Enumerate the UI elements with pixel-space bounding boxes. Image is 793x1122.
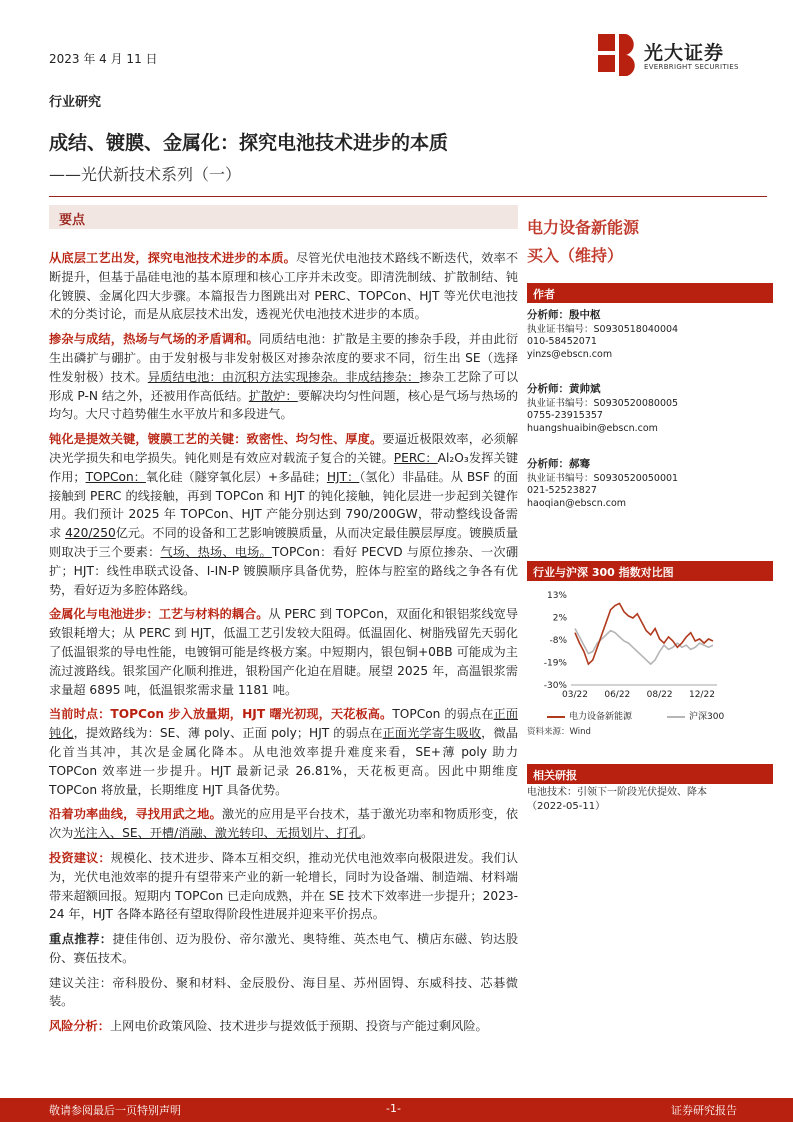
chart-header xyxy=(527,561,773,581)
text: （氢化）非晶硅。从 BSF 的面接触到 PERC 的线接触，再到 TOPCon 和 HJT 的钝化接触，钝化层进一步起到关键作用。我们预计 2025 年 TOPCon、HJT 产能分别达到 790/200GW，带动整线设备需求 xyxy=(49,469,519,541)
text: 建议关注：帝科股份、聚和材料、金辰股份、海目星、苏州固锝、东威科技、芯碁微装。 xyxy=(49,975,518,1009)
analyst-phone: 021-52523827 xyxy=(527,485,597,496)
analyst-email[interactable]: yinzs@ebscn.com xyxy=(527,348,613,360)
legend-item xyxy=(547,709,632,722)
paragraph xyxy=(49,249,518,324)
highlight: 风险分析： xyxy=(49,1019,110,1034)
text: 规模化、技术进步、降本互相交织，推动光伏电池效率向极限进发。我们认为，光伏电池效率的提升有望带来产业的新一轮增长，同时为设备端、制造端、材料端带来超额回报。短期内 TOPCon 已走向成熟，并在 SE 技术下效率进一步提升；2023-24 年，HJT 各降本路径有望取得阶段性进展并迎来平价拐点。 xyxy=(49,850,519,922)
chart-title: 行业与沪深 300 指数对比图 xyxy=(533,566,674,579)
everbright-logo-icon xyxy=(598,34,638,76)
underline-text: 正面光学寄生吸收 xyxy=(382,726,482,741)
text: Al₂O₃发挥关键作用； xyxy=(49,450,519,484)
text: ，微晶化首当其冲，其次是金属化降本。从电池效率提升难度来看，SE+薄 poly 助力 TOPCon 效率进一步提升。HJT 最新记录 26.81%，天花板更高。因此中期维度 TOPCon 将放量，长期维度 HJT 具备优势。 xyxy=(49,726,519,797)
header-divider xyxy=(49,196,767,197)
series-line-1 xyxy=(575,629,713,665)
page-title: 成结、镀膜、金属化：探究电池技术进步的本质 xyxy=(49,132,449,154)
analyst-cert: 执业证书编号：S0930518040004 xyxy=(527,323,679,335)
author-label: 作者 xyxy=(533,288,555,301)
related-report-title[interactable]: 电池技术：引领下一阶段光伏提效、降本 xyxy=(527,787,707,798)
analyst-phone: 0755-23915357 xyxy=(527,410,603,421)
underline-text: 气场、热场、电场。 xyxy=(160,544,272,559)
text: 捷佳伟创、迈为股份、帝尔激光、奥特维、英杰电气、横店东磁、钧达股份、赛伍技术。 xyxy=(49,932,519,965)
footer-bar xyxy=(0,1098,793,1122)
y-tick-label: -30% xyxy=(543,681,567,691)
x-tick-label: 08/22 xyxy=(646,690,673,700)
underline-text: HJT： xyxy=(326,469,360,484)
y-tick-label: 13% xyxy=(546,591,567,601)
highlight: 钝化是提效关键，镀膜工艺的关键：致密性、均匀性、厚度。 xyxy=(49,432,383,447)
related-report[interactable] xyxy=(527,786,773,814)
highlight: 沿着功率曲线，寻找用武之地。 xyxy=(49,807,222,822)
text: 激光的应用是平台技术，基于激光功率和物质形变，依次为 xyxy=(49,807,519,841)
underline-text: PERC： xyxy=(393,450,438,465)
author-header xyxy=(527,283,773,303)
underline-text: 光注入、SE、开槽/消融、激光转印、无损划片、打孔 xyxy=(73,826,362,841)
logo-english: EVERBRIGHT SECURITIES xyxy=(644,63,739,71)
analyst-block xyxy=(527,309,767,361)
legend-swatch xyxy=(547,716,565,718)
analyst-name: 分析师：郝骞 xyxy=(527,458,590,470)
paragraph xyxy=(49,930,518,968)
bold-label: 重点推荐： xyxy=(49,932,113,947)
logo-name: 光大证券 xyxy=(644,42,725,64)
paragraph xyxy=(49,330,518,424)
text: ，提效路线为：SE、薄 poly、正面 poly；HJT 的弱点在 xyxy=(73,726,383,741)
analyst-name: 分析师：黄帅斌 xyxy=(527,383,601,395)
analyst-cert: 执业证书编号：S0930520050001 xyxy=(527,472,679,484)
x-tick-label: 12/22 xyxy=(688,690,715,700)
paragraph xyxy=(49,974,518,1012)
analyst-name: 分析师：殷中枢 xyxy=(527,309,601,321)
chart-source: 资料来源：Wind xyxy=(527,727,591,737)
rating: 买入（维持） xyxy=(527,246,624,265)
text: 同质结电池：扩散是主要的掺杂手段，并由此衍生出磷扩与硼扩。由于发射极与非发射极区对掺杂浓度的要求不同，衍生出 SE（选择性发射极）技术。 xyxy=(49,332,519,384)
key-points-title: 要点 xyxy=(59,213,86,228)
text: 尽管光伏电池技术路线不断迭代，效率不断提升，但基于晶硅电池的基本原理和核心工序并未改变。即清洗制绒、扩散制结、钝化镀膜、金属化四大步骤。本篇报告力图跳出对 PERC、TOPCon、HJT 等光伏电池技术的分类讨论，而是从底层技术出发，透视光伏电池技术进步的本质。 xyxy=(49,251,519,322)
underline-text: 非成结掺杂： xyxy=(345,369,420,384)
page-number: -1- xyxy=(386,1102,401,1115)
analyst-phone: 010-58452071 xyxy=(527,336,597,347)
series-line-0 xyxy=(575,603,713,664)
analyst-block xyxy=(527,458,767,510)
key-points-body xyxy=(49,249,518,1042)
x-tick-label: 03/22 xyxy=(562,690,588,700)
text: 掺杂工艺除了可以形成 P-N 结之外，还被用作高低结。 xyxy=(49,369,519,403)
text: TOPCon 的弱点在 xyxy=(392,707,494,722)
related-label: 相关研报 xyxy=(533,769,577,782)
paragraph xyxy=(49,430,518,599)
legend-swatch xyxy=(667,716,685,718)
paragraph xyxy=(49,849,518,924)
x-tick-label: 06/22 xyxy=(604,690,631,700)
footer-disclaimer[interactable]: 敬请参阅最后一页特别声明 xyxy=(49,1104,181,1117)
highlight: 投资建议： xyxy=(49,850,111,865)
paragraph xyxy=(49,705,518,799)
text: 上网电价政策风险、技术进步与提效低于预期、投资与产能过剩风险。 xyxy=(109,1019,488,1034)
paragraph xyxy=(49,1017,518,1036)
related-report-date: （2022-05-11） xyxy=(527,801,606,812)
y-tick-label: 2% xyxy=(552,613,567,624)
underline-text: 异质结电池：由沉积方法实现掺杂。 xyxy=(147,369,346,384)
underline-text: 420/250 xyxy=(65,526,116,541)
underline-text: 扩散炉： xyxy=(248,388,298,403)
text: 从 PERC 到 TOPCon，双面化和银铝浆线宽导致银耗增大；从 PERC 到 HJT，低温工艺引发较大阻碍。低温固化、树脂残留先天弱化了低温银浆的导电性能，电镀铜可能是终极方案。中短期内，银包铜+0BB 可能成为主流过渡路线。银浆国产化顺利推进，银粉国产化迫在眉睫。展望 2025 年，高温银浆需求量超 6895 吨，低温银浆需求量 1181 吨。 xyxy=(49,607,519,697)
industry-name: 电力设备新能源 xyxy=(527,218,640,237)
underline-text: TOPCon： xyxy=(85,469,146,484)
paragraph xyxy=(49,805,518,843)
y-tick-label: -8% xyxy=(549,636,567,646)
report-date: 2023 年 4 月 11 日 xyxy=(49,52,158,66)
highlight: 从底层工艺出发，探究电池技术进步的本质。 xyxy=(49,251,296,265)
analyst-block xyxy=(527,383,767,435)
footer-report-type: 证券研究报告 xyxy=(671,1104,737,1117)
highlight: 金属化与电池进步：工艺与材料的耦合。 xyxy=(49,607,269,622)
related-header xyxy=(527,764,773,784)
analyst-email[interactable]: huangshuaibin@ebscn.com xyxy=(527,422,658,434)
text: 要逼近极限效率，必须解决光学损失和电学损失。钝化则是有效应对载流子复合的关键。 xyxy=(49,432,519,465)
legend-label: 沪深300 xyxy=(689,712,725,722)
line-chart xyxy=(527,585,773,709)
report-category: 行业研究 xyxy=(49,95,102,110)
text: 氧化硅（隧穿氧化层）+多晶硅； xyxy=(145,469,327,484)
company-logo xyxy=(598,34,758,78)
text: 。 xyxy=(361,826,374,841)
legend-item xyxy=(667,709,724,722)
analyst-cert: 执业证书编号：S0930520080005 xyxy=(527,397,679,409)
index-comparison-chart xyxy=(527,561,773,739)
text: TOPCon：看好 PECVD 与原位掺杂、一次硼扩；HJT：线性串联式设备、I-IN-P 镀膜顺序具备优势，腔体与腔室的路线之争各有优势，看好迈为多腔体路线。 xyxy=(49,544,519,597)
key-points-header xyxy=(49,205,518,229)
analyst-email[interactable]: haoqian@ebscn.com xyxy=(527,497,627,509)
y-tick-label: -19% xyxy=(543,658,567,669)
paragraph xyxy=(49,605,518,699)
text: 亿元。不同的设备和工艺影响镀膜质量，从而决定最佳膜层厚度。镀膜质量则取决于三个要素： xyxy=(49,526,519,559)
highlight: 掺杂与成结，热场与气场的矛盾调和。 xyxy=(49,332,259,347)
legend-label: 电力设备新能源 xyxy=(569,712,633,722)
underline-text: 正面钝化 xyxy=(49,707,519,741)
text: 要解决均匀性问题，核心是气场与热场的均匀。大尺寸趋势催生水平放片和多段进气。 xyxy=(49,388,519,422)
highlight: 当前时点：TOPCon 步入放量期，HJT 曙光初现，天花板高。 xyxy=(49,707,393,722)
page-subtitle: ——光伏新技术系列（一） xyxy=(49,165,242,184)
